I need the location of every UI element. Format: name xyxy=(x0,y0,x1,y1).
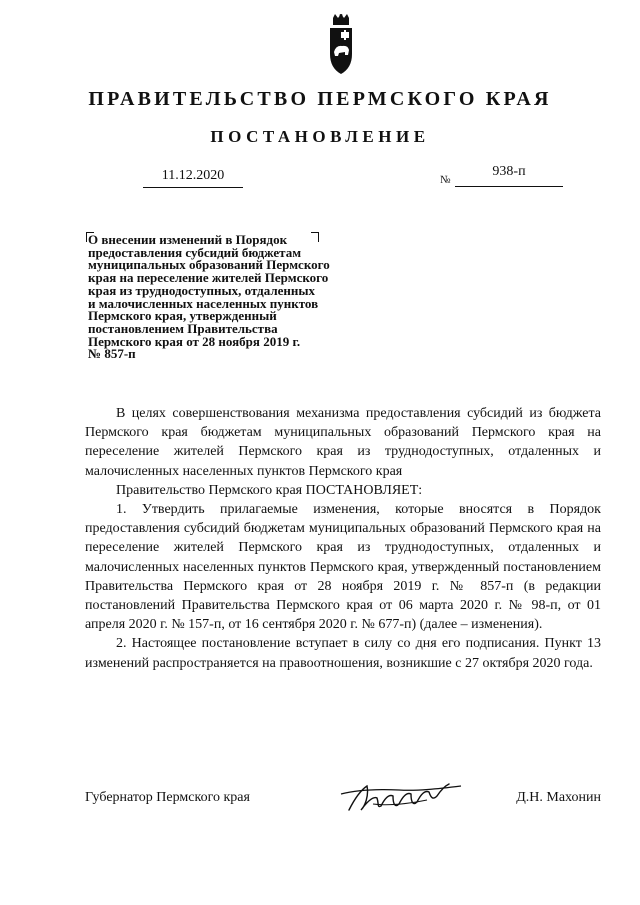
number-sign: № xyxy=(440,174,451,186)
document-type: ПОСТАНОВЛЕНИЕ xyxy=(210,127,430,146)
body-paragraph: В целях совершенствования механизма предоставления субсидий из бюджета Пермского края бюджетам муниципальных образований Пермского края на переселение жителей Пермского края из труднодоступных, отдаленных и малочисленных населенных пунктов Пермского края xyxy=(85,406,601,479)
subject-line: № 857-п xyxy=(88,346,136,362)
government-title: ПРАВИТЕЛЬСТВО ПЕРМСКОГО КРАЯ xyxy=(88,88,552,110)
body-paragraph: Правительство Пермского края ПОСТАНОВЛЯЕТ: xyxy=(116,482,423,498)
document-number: 938-п xyxy=(455,162,563,187)
coat-of-arms-icon xyxy=(321,14,361,78)
subject-line: края из труднодоступных, отдаленных xyxy=(88,282,316,298)
subject-line: О внесении изменений в Порядок xyxy=(88,232,288,247)
body-paragraph: 2. Настоящее постановление вступает в силу со дня его подписания. Пункт 13 изменений распространяется на правоотношения, возникшие с 27 октября 2020 года. xyxy=(85,636,601,671)
document-date: 11.12.2020 xyxy=(143,166,243,188)
body-paragraph: 1. Утвердить прилагаемые изменения, которые вносятся в Порядок предоставления субсидий бюджетам муниципальных образований Пермского края на переселение жителей Пермского края из труднодоступных, отдаленных и малочисленных населенных пунктов Пермского края, утвержденный постановлением Правительства Пермского края от 28 ноября 2019 г. № 857-п (в редакции постановлений Правительства Пермского края от 06 марта 2020 г. № 98-п, от 01 апреля 2020 г. № 157-п, от 16 сентября 2020 г. № 677-п) (далее – изменения). xyxy=(85,502,601,633)
signatory-position: Губернатор Пермского края xyxy=(85,790,250,805)
subject-line: предоставления субсидий бюджетам xyxy=(88,244,302,260)
signatory-name: Д.Н. Махонин xyxy=(516,790,601,805)
subject-line: и малочисленных населенных пунктов xyxy=(88,295,319,311)
subject-line: постановлением Правительства xyxy=(88,320,278,336)
handwritten-signature-icon xyxy=(337,776,467,816)
subject-line: края на переселение жителей Пермского xyxy=(88,270,329,286)
subject-line: Пермского края, утвержденный xyxy=(88,308,277,324)
document-subject xyxy=(88,234,388,361)
subject-line: муниципальных образований Пермского xyxy=(88,257,330,273)
subject-line: Пермского края от 28 ноября 2019 г. xyxy=(88,333,301,349)
document-body xyxy=(85,404,601,673)
